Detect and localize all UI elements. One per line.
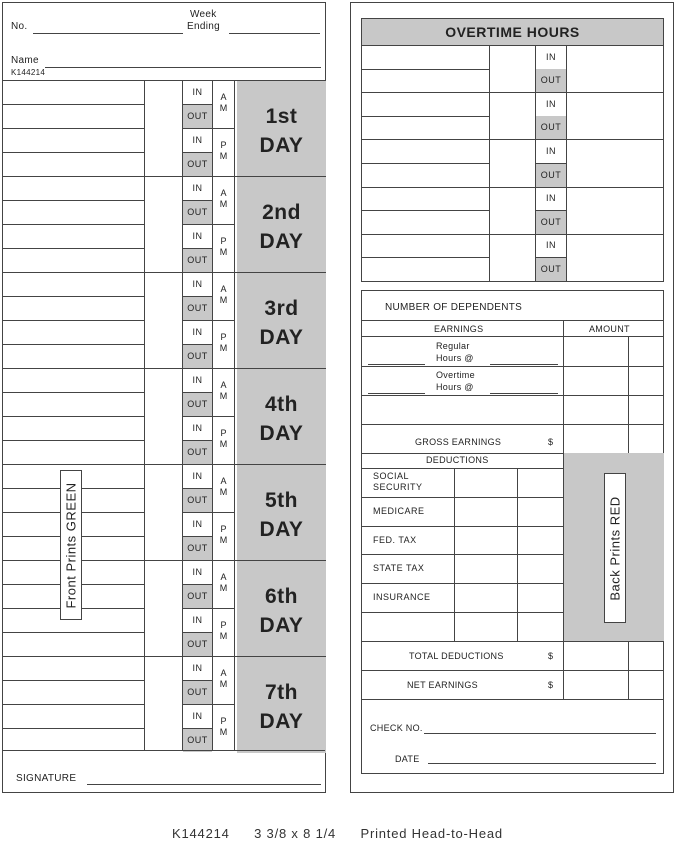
pm-m: M [219, 247, 228, 257]
ot-col [566, 45, 567, 281]
card-code: K144214 [11, 68, 46, 77]
ot-in-label: IN [546, 145, 556, 156]
inout-line [182, 440, 212, 441]
pm-p: P [220, 140, 227, 150]
am-m: M [219, 199, 228, 209]
in-label: IN [192, 87, 203, 97]
overtime-box [361, 18, 664, 282]
day-word: DAY [259, 518, 304, 541]
row-line [362, 336, 663, 337]
inout-line [182, 392, 212, 393]
week-ending-field[interactable] [229, 33, 320, 34]
ot-out-label: OUT [536, 69, 566, 92]
ampm-line [212, 608, 234, 609]
day-block [237, 656, 326, 753]
front-card [2, 2, 326, 793]
overtime-title: OVERTIME HOURS [362, 19, 663, 46]
pm-m: M [219, 151, 228, 161]
deduction-line1: MEDICARE [373, 505, 425, 516]
ot-out-label: OUT [536, 211, 566, 234]
back-card [350, 2, 674, 793]
row-line [362, 320, 663, 321]
in-label: IN [192, 663, 203, 673]
signature-field[interactable] [87, 784, 321, 785]
entry-line [3, 344, 144, 345]
am-m: M [219, 583, 228, 593]
deduction-label [373, 563, 424, 574]
ot-line [362, 163, 489, 164]
name-field[interactable] [45, 67, 321, 68]
am-a: A [220, 380, 227, 390]
pm-label [213, 428, 234, 450]
deduction-line1: STATE TAX [373, 563, 425, 574]
in-label: IN [192, 519, 203, 529]
ampm-line [212, 512, 234, 513]
out-label: OUT [183, 153, 212, 176]
am-label [213, 380, 234, 402]
day-ordinal: 5th [265, 489, 298, 512]
day-block [237, 272, 326, 369]
entry-line [3, 296, 144, 297]
out-label: OUT [183, 681, 212, 704]
entry-line [3, 248, 144, 249]
inout-line [182, 104, 212, 105]
row-line [362, 366, 663, 367]
dependents-label: NUMBER OF DEPENDENTS [385, 302, 523, 313]
pm-label [213, 332, 234, 354]
entry-line [3, 392, 144, 393]
out-label: OUT [183, 729, 212, 752]
am-label [213, 188, 234, 210]
day-ordinal: 6th [265, 585, 298, 608]
in-label: IN [192, 183, 203, 193]
ot-in-label: IN [546, 98, 556, 109]
pm-label [213, 140, 234, 162]
overtime-rate-field[interactable] [490, 393, 558, 394]
inout-line [182, 152, 212, 153]
ded-line [362, 497, 563, 498]
entry-line [3, 632, 144, 633]
amount-col [628, 641, 629, 699]
out-label: OUT [183, 393, 212, 416]
pm-label [213, 620, 234, 642]
col-divider [234, 80, 235, 750]
out-label: OUT [183, 489, 212, 512]
am-a: A [220, 668, 227, 678]
check-no-label: CHECK NO. [370, 723, 423, 733]
in-label: IN [192, 471, 203, 481]
deductions-header: DEDUCTIONS [426, 455, 489, 465]
ded-line [362, 554, 563, 555]
entry-line [3, 104, 144, 105]
pm-m: M [219, 535, 228, 545]
pm-p: P [220, 428, 227, 438]
am-m: M [219, 679, 228, 689]
am-a: A [220, 92, 227, 102]
in-label: IN [192, 711, 203, 721]
day-block [237, 80, 326, 177]
footer-code: K144214 [172, 826, 230, 841]
ot-col [489, 45, 490, 281]
in-label: IN [192, 135, 203, 145]
entry-line [3, 704, 144, 705]
regular-hours-label-1: Regular [436, 341, 470, 351]
day-ordinal: 7th [265, 681, 298, 704]
ded-line [362, 612, 563, 613]
deduction-line1: INSURANCE [373, 592, 431, 603]
row-line [362, 641, 663, 642]
am-a: A [220, 188, 227, 198]
am-label [213, 572, 234, 594]
pay-box [361, 290, 664, 774]
col-divider [182, 80, 183, 750]
overtime-hours-field[interactable] [368, 393, 425, 394]
in-label: IN [192, 231, 203, 241]
col-divider [212, 80, 213, 750]
ded-line [362, 526, 563, 527]
out-label: OUT [183, 249, 212, 272]
no-label: No. [11, 21, 28, 32]
deduction-label [373, 535, 417, 546]
am-a: A [220, 476, 227, 486]
net-earnings-label: NET EARNINGS [407, 680, 478, 690]
ending-label: Ending [187, 21, 220, 32]
back-prints-note: Back Prints RED [604, 473, 626, 623]
inout-line [182, 584, 212, 585]
signature-label: SIGNATURE [16, 773, 77, 784]
out-label: OUT [183, 105, 212, 128]
am-label [213, 668, 234, 690]
inout-line [182, 344, 212, 345]
row-line [362, 424, 663, 425]
day-word: DAY [259, 230, 304, 253]
inout-line [182, 488, 212, 489]
ot-line [362, 210, 489, 211]
ded-col [454, 468, 455, 641]
entry-line [3, 440, 144, 441]
day-word: DAY [259, 710, 304, 733]
pm-label [213, 236, 234, 258]
inout-line [182, 248, 212, 249]
pm-label [213, 524, 234, 546]
day-block [237, 464, 326, 561]
ot-line [362, 92, 663, 93]
overtime-hours-label-1: Overtime [436, 370, 475, 380]
am-m: M [219, 295, 228, 305]
row-line [362, 699, 663, 700]
pm-p: P [220, 620, 227, 630]
date-field[interactable] [428, 763, 656, 764]
out-label: OUT [183, 633, 212, 656]
entry-line [3, 128, 144, 129]
ded-line [362, 583, 563, 584]
day-ordinal: 4th [265, 393, 298, 416]
out-label: OUT [183, 345, 212, 368]
day-block [237, 560, 326, 657]
am-a: A [220, 284, 227, 294]
day-ordinal: 1st [265, 105, 298, 128]
day-word: DAY [259, 134, 304, 157]
out-label: OUT [183, 585, 212, 608]
total-deductions-label: TOTAL DEDUCTIONS [409, 651, 504, 661]
ded-col [517, 468, 518, 641]
deduction-label [373, 506, 425, 517]
pm-m: M [219, 631, 228, 641]
entry-line [3, 320, 144, 321]
out-label: OUT [183, 201, 212, 224]
am-m: M [219, 487, 228, 497]
in-label: IN [192, 567, 203, 577]
in-label: IN [192, 327, 203, 337]
am-a: A [220, 572, 227, 582]
ot-in-label: IN [546, 240, 556, 251]
ot-col [535, 45, 536, 281]
pm-label [213, 716, 234, 738]
name-label: Name [11, 55, 39, 66]
inout-line [182, 632, 212, 633]
pm-p: P [220, 236, 227, 246]
am-label [213, 92, 234, 114]
gross-earnings-label: GROSS EARNINGS [415, 437, 502, 447]
footer [0, 826, 675, 841]
inout-line [182, 200, 212, 201]
amount-col [563, 641, 564, 699]
front-prints-note: Front Prints GREEN [60, 470, 82, 620]
earnings-header: EARNINGS [434, 324, 484, 334]
col-divider [144, 80, 145, 750]
pm-p: P [220, 524, 227, 534]
ot-line [362, 116, 489, 117]
overtime-hours-label-2: Hours @ [436, 382, 474, 392]
inout-line [182, 296, 212, 297]
regular-hours-label-2: Hours @ [436, 353, 474, 363]
pm-m: M [219, 727, 228, 737]
no-field[interactable] [33, 33, 183, 34]
entry-line [3, 728, 144, 729]
inout-line [182, 728, 212, 729]
deduction-line2: SECURITY [373, 482, 423, 492]
inout-line [182, 536, 212, 537]
ampm-line [212, 224, 234, 225]
day-ordinal: 2nd [262, 201, 301, 224]
entry-line [3, 416, 144, 417]
footer-note: Printed Head-to-Head [360, 826, 503, 841]
ampm-line [212, 416, 234, 417]
amount-header: AMOUNT [589, 324, 630, 334]
footer-size: 3 3/8 x 8 1/4 [254, 826, 337, 841]
am-m: M [219, 103, 228, 113]
pm-p: P [220, 716, 227, 726]
out-label: OUT [183, 441, 212, 464]
am-m: M [219, 391, 228, 401]
regular-hours-field[interactable] [368, 364, 425, 365]
deduction-line1: SOCIAL [373, 471, 410, 481]
ot-out-label: OUT [536, 258, 566, 281]
total-currency: $ [548, 651, 554, 661]
in-label: IN [192, 279, 203, 289]
entry-line [3, 200, 144, 201]
row-line [362, 468, 563, 469]
entry-line [3, 152, 144, 153]
day-block [237, 368, 326, 465]
grid-bottom [3, 750, 325, 751]
amount-col [563, 320, 564, 453]
regular-rate-field[interactable] [490, 364, 558, 365]
pm-m: M [219, 439, 228, 449]
date-label: DATE [395, 754, 420, 764]
ampm-line [212, 128, 234, 129]
week-label: Week [190, 9, 217, 20]
entry-line [3, 680, 144, 681]
inout-line [182, 680, 212, 681]
ot-line [362, 234, 663, 235]
am-label [213, 284, 234, 306]
row-line [362, 395, 663, 396]
deduction-label [373, 592, 431, 603]
gross-currency: $ [548, 437, 554, 447]
day-word: DAY [259, 326, 304, 349]
ot-line [362, 187, 663, 188]
out-label: OUT [183, 537, 212, 560]
pm-p: P [220, 332, 227, 342]
day-word: DAY [259, 614, 304, 637]
ot-in-label: IN [546, 193, 556, 204]
check-no-field[interactable] [424, 733, 656, 734]
entry-line [3, 224, 144, 225]
ampm-line [212, 320, 234, 321]
pm-m: M [219, 343, 228, 353]
am-label [213, 476, 234, 498]
ot-line [362, 69, 489, 70]
deduction-label [373, 471, 423, 493]
amount-col [628, 336, 629, 453]
in-label: IN [192, 423, 203, 433]
in-label: IN [192, 375, 203, 385]
net-currency: $ [548, 680, 554, 690]
ot-out-label: OUT [536, 116, 566, 139]
out-label: OUT [183, 297, 212, 320]
in-label: IN [192, 615, 203, 625]
ot-out-label: OUT [536, 164, 566, 187]
ot-line [362, 257, 489, 258]
ot-in-label: IN [546, 51, 556, 62]
day-word: DAY [259, 422, 304, 445]
day-block [237, 176, 326, 273]
row-line [362, 670, 663, 671]
ot-line [362, 139, 663, 140]
ampm-line [212, 704, 234, 705]
day-ordinal: 3rd [264, 297, 299, 320]
deduction-line1: FED. TAX [373, 534, 417, 545]
